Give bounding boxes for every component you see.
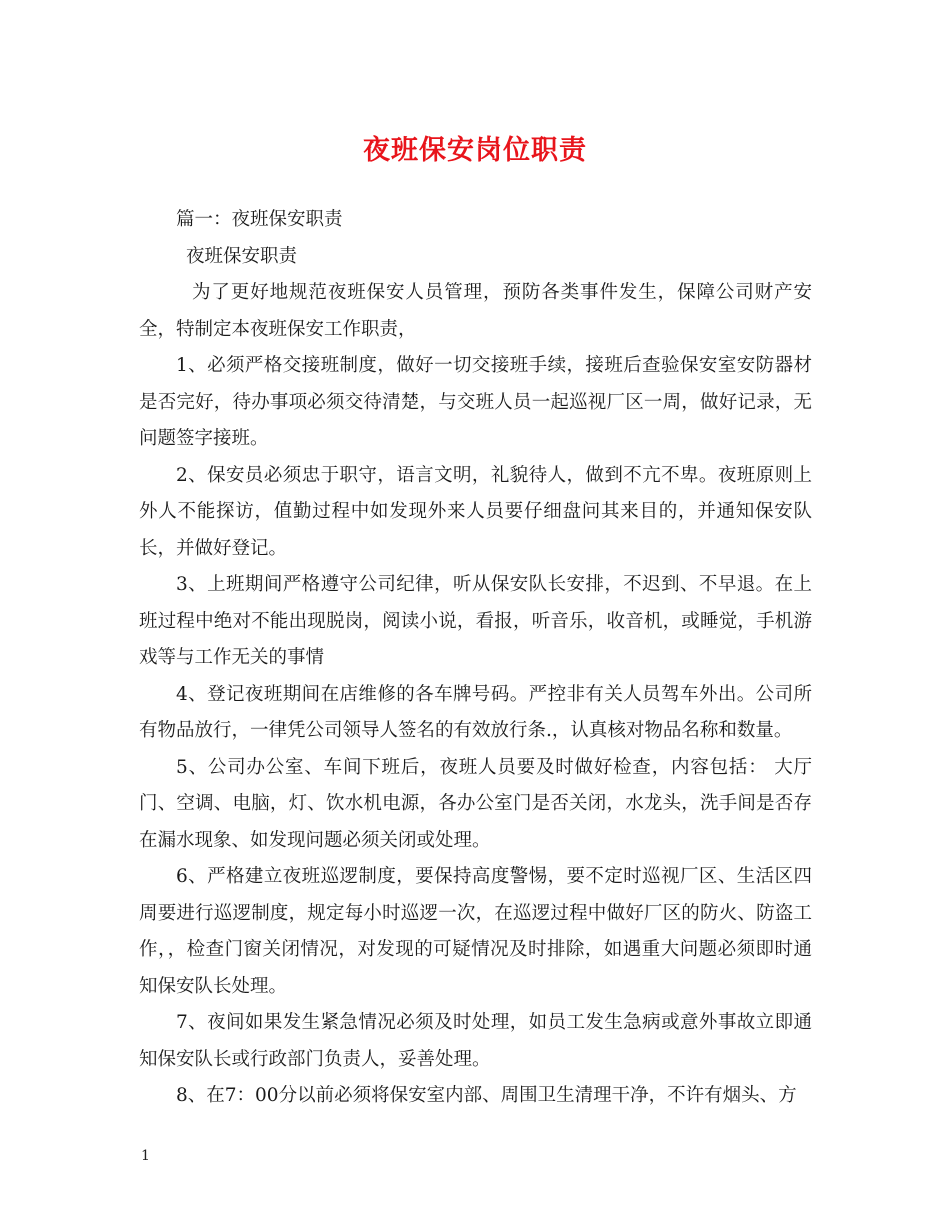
duty-item-5: 5、公司办公室、车间下班后，夜班人员要及时做好检查，内容包括： 大厅门、空调、电脑，灯、饮水机电源，各办公室门是否关闭，水龙头，洗手间是否存在漏水现象、如发现问题必须关闭或处理。 bbox=[139, 756, 812, 851]
duty-item-2: 2、保安员必须忠于职守，语言文明，礼貌待人，做到不亢不卑。夜班原则上外人不能探访，值勤过程中如发现外来人员要仔细盘问其来目的，并通知保安队长，并做好登记。 bbox=[139, 464, 812, 559]
duty-item-8: 8、在7：00分以前必须将保安室内部、周围卫生清理干净，不许有烟头、方 bbox=[176, 1085, 797, 1106]
page-number: 1 bbox=[141, 1148, 150, 1164]
section-heading: 篇一：夜班保安职责 bbox=[176, 209, 343, 230]
intro-paragraph: 为了更好地规范夜班保安人员管理，预防各类事件发生，保障公司财产安全，特制定本夜班保安工作职责， bbox=[139, 282, 812, 340]
duty-item-7: 7、夜间如果发生紧急情况必须及时处理，如员工发生急病或意外事故立即通知保安队长或行政部门负责人，妥善处理。 bbox=[139, 1012, 812, 1070]
duty-item-6: 6、严格建立夜班巡逻制度，要保持高度警惕，要不定时巡视厂区、生活区四周要进行巡逻制度，规定每小时巡逻一次，在巡逻过程中做好厂区的防火、防盗工作，，检查门窗关闭情况，对发现的可疑情况及时排除，如遇重大问题必须即时通知保安队长处理。 bbox=[139, 866, 812, 997]
duty-item-3: 3、上班期间严格遵守公司纪律，听从保安队长安排，不迟到、不早退。在上班过程中绝对不能出现脱岗，阅读小说，看报，听音乐，收音机，或睡觉，手机游戏等与工作无关的事情 bbox=[139, 574, 812, 668]
sub-heading: 夜班保安职责 bbox=[186, 245, 298, 267]
document-body bbox=[139, 202, 812, 1115]
document-title: 夜班保安岗位职责 bbox=[363, 135, 587, 166]
duty-item-4: 4、登记夜班期间在店维修的各车牌号码。严控非有关人员驾车外出。公司所有物品放行，一律凭公司领导人签名的有效放行条.，认真核对物品名称和数量。 bbox=[139, 683, 812, 741]
duty-item-1: 1、必须严格交接班制度，做好一切交接班手续，接班后查验保安室安防器材是否完好，待办事项必须交待清楚，与交班人员一起巡视厂区一周，做好记录，无问题签字接班。 bbox=[139, 355, 812, 449]
